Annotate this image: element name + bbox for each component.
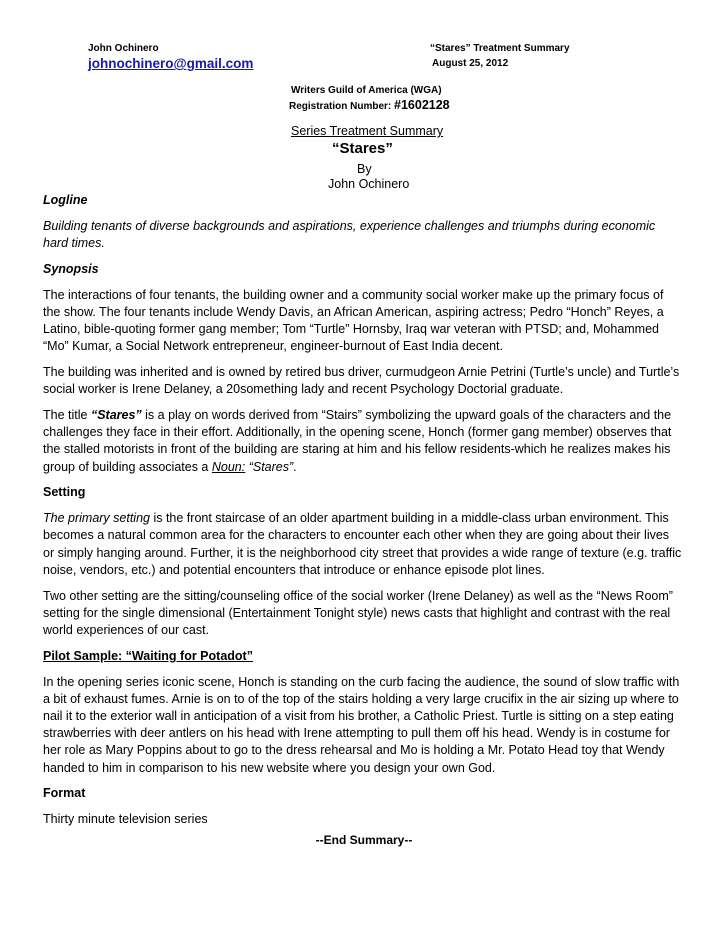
document-date: August 25, 2012 [432, 58, 509, 69]
synopsis-paragraph-1: The interactions of four tenants, the building owner and a community social worker make up the primary focus of the show. The four tenants include Wendy Davis, an African American, aspiring actress; Pedro “Honch” Reyes, a Latino, bible-quoting former gang member; Tom “Turtle” Hornsby, Iraq war veteran with PTSD; and, Mohammed “Mo” Kumar, a Social Network entrepreneur, engineer-burnout of East India decent. [43, 287, 664, 354]
format-heading: Format [43, 786, 86, 801]
author-name: John Ochinero [88, 43, 159, 54]
setting-paragraph-2: Two other setting are the sitting/counseling office of the social worker (Irene Delaney) as well as the “News Room” setting for the single dimensional (Entertainment Tonight style) news casts that highlight and contrast with the real world experiences of our cast. [43, 588, 673, 638]
setting-paragraph-1 [43, 510, 683, 579]
synopsis-p3-part: . [293, 459, 297, 474]
document-body [43, 192, 683, 837]
synopsis-p3-part: The title [43, 408, 91, 422]
synopsis-paragraph-2: The building was inherited and is owned by retired bus driver, curmudgeon Arnie Petrini (Turtle’s uncle) and Turtle’s social worker is Irene Delaney, a 20something lady and recent Psychology Doctorial graduate. [43, 365, 680, 397]
noun-label: Noun: [211, 459, 246, 474]
synopsis-p3-part: is a play on words derived from “Stairs” symbolizing the upward goals of the characters and the challenges they face in their effort. Additionally, in the opening scene, Honch (former gang member) observes that the stalled motorists in front of the building are staring at him and his fellow residents-which he realizes makes his group of building associates a [43, 408, 672, 474]
primary-setting-emphasis: The primary setting [43, 511, 150, 526]
wga-label: Writers Guild of America (WGA) [291, 85, 442, 96]
by-label: By [357, 162, 372, 176]
series-treatment-label: Series Treatment Summary [291, 124, 444, 138]
pilot-text: In the opening series iconic scene, Honch is standing on the curb facing the audience, the sound of slow traffic with a bit of exhaust fumes. Arnie is on to of the top of the stairs holding a very large crucifix in the air sizing up where to nail it to the exterior wall in anticipation of a visit from his brother, a Catholic Priest. Turtle is sitting on a step eating strawberries with deer antlers on his head with Irene attempting to pull them off his head. Wendy is in costume for her role as Mary Poppins about to go to the dress rehearsal and Mo is holding a Mr. Potato Head toy that Wendy handed to him in comparison to his new website where you design your own God. [43, 674, 680, 775]
document-title: “Stares” Treatment Summary [430, 43, 570, 54]
logline-text: Building tenants of diverse backgrounds and aspirations, experience challenges and triumphs during economic hard times. [43, 218, 656, 250]
byline-author: John Ochinero [328, 177, 410, 191]
setting-p1-part: is the front staircase of an older apartment building in a middle-class urban environment. This becomes a natural common area for the characters to encounter each other when they are going about their lives or simply hanging around. Further, it is the neighborhood city street that provides a wide range of texture (e.g. traffic noise, vendors, etc.) and potential encounters that introduce or enhance episode plot lines. [43, 511, 682, 577]
registration-label: Registration Number: [289, 101, 392, 112]
stares-noun: “Stares” [245, 459, 294, 474]
author-email-link[interactable]: johnochinero@gmail.com [88, 56, 254, 71]
format-text: Thirty minute television series [43, 812, 208, 827]
registration-line [289, 98, 450, 112]
end-summary: --End Summary-- [315, 833, 413, 847]
show-title: “Stares” [332, 140, 393, 157]
registration-number: #1602128 [394, 98, 450, 112]
pilot-heading: Pilot Sample: “Waiting for Potadot” [43, 648, 253, 663]
synopsis-heading: Synopsis [43, 261, 99, 276]
logline-heading: Logline [43, 193, 88, 207]
title-emphasis: “Stares” [90, 408, 142, 422]
synopsis-paragraph-3 [43, 407, 683, 476]
setting-heading: Setting [43, 485, 86, 500]
